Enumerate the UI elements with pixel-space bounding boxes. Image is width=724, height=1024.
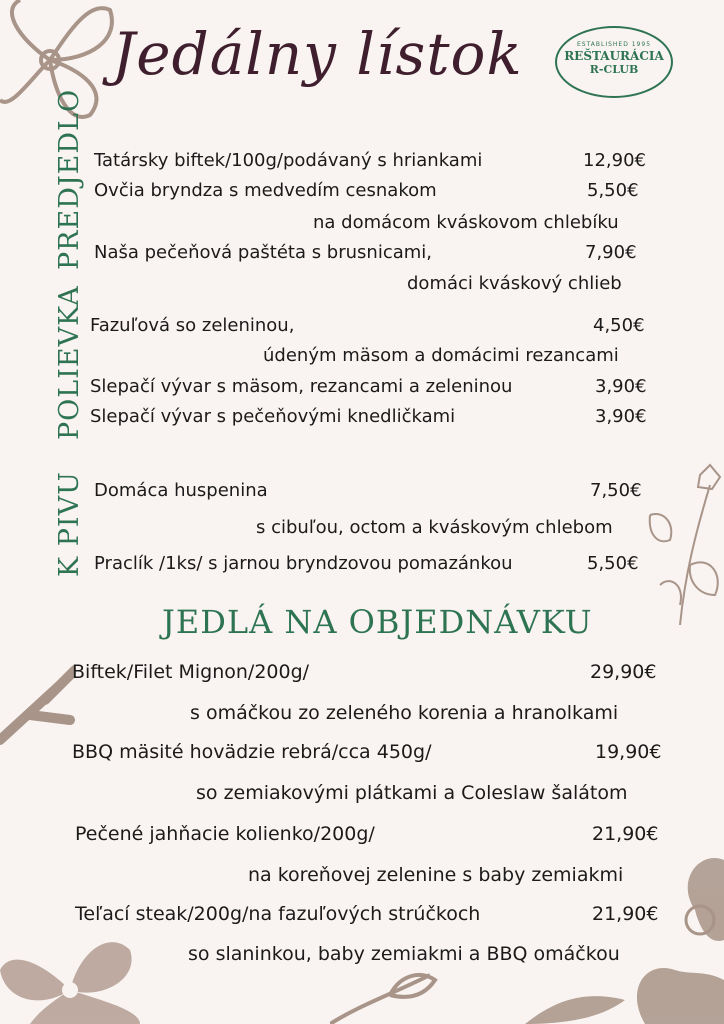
section-heading-objednavka: JEDLÁ NA OBJEDNÁVKU	[162, 603, 593, 641]
menu-item-price: 3,90€	[595, 406, 647, 427]
menu-item-price: 5,50€	[587, 553, 639, 574]
logo-name: REŠTAURÁCIA	[564, 49, 664, 63]
restaurant-logo	[555, 26, 673, 98]
menu-item-price: 21,90€	[592, 823, 659, 845]
branch-left-icon	[0, 665, 75, 755]
menu-item-name: Praclík /1ks/ s jarnou bryndzovou pomazánkou	[94, 553, 513, 574]
menu-item-name: Teľací steak/200g/na fazuľových strúčkoch	[75, 903, 481, 925]
leaf-bottom-center-icon	[330, 965, 440, 1024]
menu-item-price: 19,90€	[595, 741, 662, 763]
menu-item-detail: údeným mäsom a domácimi rezancami	[263, 345, 619, 366]
menu-item-name: Ovčia bryndza s medvedím cesnakom	[94, 180, 437, 201]
menu-item-price: 5,50€	[587, 180, 639, 201]
menu-item-detail: na koreňovej zelenine s baby zemiakmi	[248, 864, 624, 886]
menu-item-name: BBQ mäsité hovädzie rebrá/cca 450g/	[72, 741, 432, 763]
menu-item-name: Pečené jahňacie kolienko/200g/	[75, 823, 375, 845]
menu-item-detail: s cibuľou, octom a kváskovým chlebom	[256, 517, 613, 538]
page-title: Jedálny lístok	[112, 20, 523, 88]
section-label-polievka: POLIEVKA	[54, 285, 85, 440]
menu-item-name: Tatársky biftek/100g/podávaný s hriankami	[94, 150, 483, 171]
menu-item-name: Slepačí vývar s mäsom, rezancami a zeleninou	[90, 376, 513, 397]
menu-item-price: 3,90€	[595, 376, 647, 397]
menu-item-detail: so slaninkou, baby zemiakmi a BBQ omáčkou	[188, 943, 620, 965]
menu-item-name: Slepačí vývar s pečeňovými knedličkami	[90, 406, 456, 427]
menu-item-detail: domáci kváskový chlieb	[407, 273, 622, 294]
menu-item-detail: s omáčkou zo zeleného korenia a hranolkami	[190, 702, 619, 724]
menu-item-detail: na domácom kváskovom chlebíku	[313, 212, 619, 233]
section-label-predjedlo: PREDJEDLO	[54, 88, 85, 270]
menu-item-price: 29,90€	[590, 661, 657, 683]
menu-item-name: Fazuľová so zeleninou,	[90, 315, 295, 336]
menu-item-price: 21,90€	[592, 903, 659, 925]
menu-item-name: Biftek/Filet Mignon/200g/	[72, 661, 310, 683]
menu-item-detail: so zemiakovými plátkami a Coleslaw šalátom	[196, 782, 628, 804]
flower-bottom-left-icon	[0, 930, 145, 1024]
menu-item-name: Domáca huspenina	[94, 480, 268, 501]
menu-item-price: 7,50€	[590, 480, 642, 501]
logo-established: ESTABLISHED 1995	[576, 41, 652, 48]
flower-right-side-icon	[640, 455, 724, 625]
logo-subname: R-CLUB	[589, 63, 639, 76]
menu-item-name: Naša pečeňová paštéta s brusnicami,	[94, 242, 433, 263]
menu-item-price: 12,90€	[583, 150, 646, 171]
menu-item-price: 7,90€	[585, 242, 637, 263]
menu-item-price: 4,50€	[593, 315, 645, 336]
section-label-k-pivu: K PIVU	[54, 471, 85, 577]
